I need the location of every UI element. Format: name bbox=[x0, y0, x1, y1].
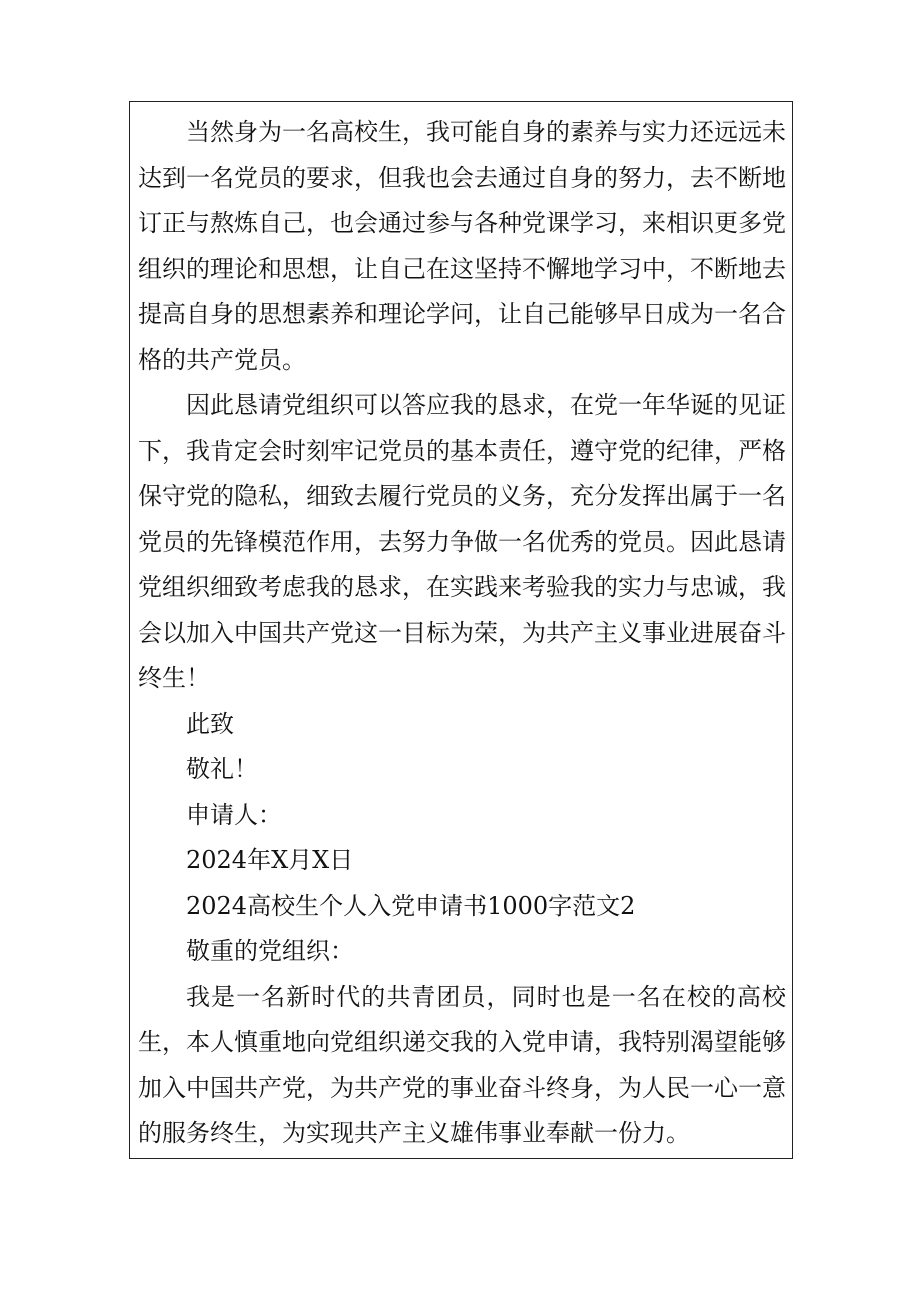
document-body bbox=[138, 110, 786, 1157]
applicant-label: 申请人： bbox=[186, 800, 282, 829]
closing-respect: 敬礼！ bbox=[186, 755, 258, 783]
closing-salutation: 此致 bbox=[186, 709, 234, 738]
greeting: 敬重的党组织： bbox=[186, 937, 354, 965]
paragraph-commitment: 当然身为一名高校生，我可能自身的素养与实力还远远未达到一名党员的要求，但我也会去通过自身的努力，去不断地订正与熬炼自己，也会通过参与各种党课学习，来相识更多党组织的理论和思想，让自己在这坚持不懈地学习中，不断地去提高自身的思想素养和理论学问，让自己能够早日成为一名合格的共产党员。 bbox=[138, 118, 786, 374]
date-line: 2024年X月X日 bbox=[186, 846, 354, 874]
section-title: 2024高校生个人入党申请书1000字范文2 bbox=[186, 891, 636, 920]
paragraph-intro: 我是一名新时代的共青团员，同时也是一名在校的高校生，本人慎重地向党组织递交我的入党申请，我特别渴望能够加入中国共产党，为共产党的事业奋斗终身，为人民一心一意的服务终生，为实现共产主义雄伟事业奉献一份力。 bbox=[138, 982, 786, 1147]
document-frame bbox=[129, 101, 793, 1159]
paragraph-request: 因此恳请党组织可以答应我的恳求，在党一年华诞的见证下，我肯定会时刻牢记党员的基本责任，遵守党的纪律，严格保守党的隐私，细致去履行党员的义务，充分发挥出属于一名党员的先锋模范作用，去努力争做一名优秀的党员。因此恳请党组织细致考虑我的恳求，在实践来考验我的实力与忠诚，我会以加入中国共产党这一目标为荣，为共产主义事业进展奋斗终生！ bbox=[138, 391, 786, 692]
